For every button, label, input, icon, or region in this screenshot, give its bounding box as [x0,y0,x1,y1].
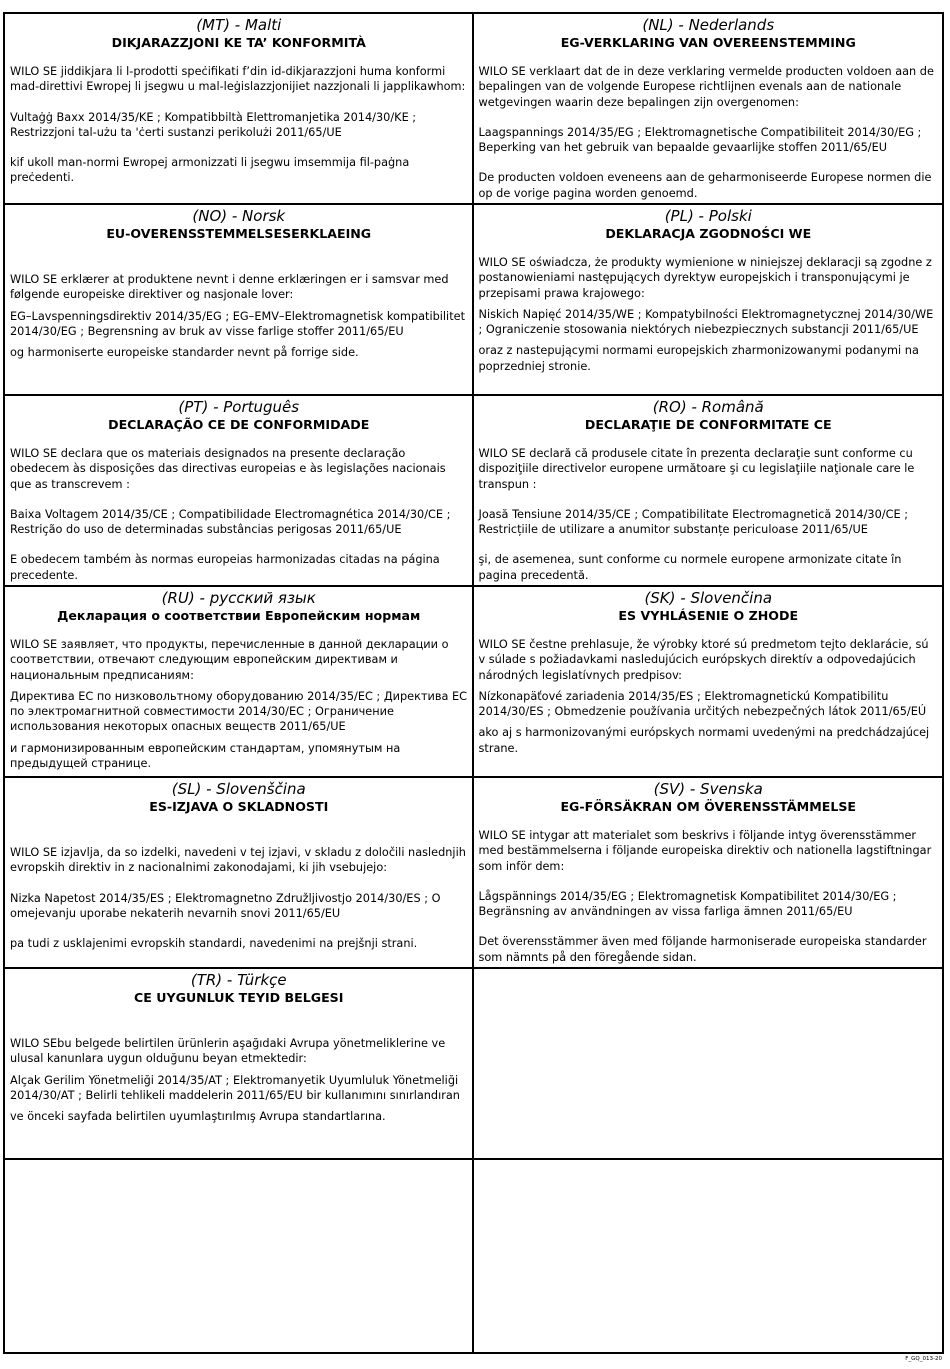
language-title: (PT) - Português [178,398,300,416]
declaration-heading: DIKJARAZZJONI KE TA’ KONFORMITÀ [111,35,366,50]
declaration-heading: EU-OVERENSSTEMMELSESERKLAEING [106,226,372,241]
standards-note: и гармонизированным европейским стандартам, упомянутым на предыдущей странице. [10,741,401,771]
directive-list: Niskich Napięć 2014/35/WE ; Kompatybilności Elektromagnetycznej 2014/30/WE ; Ograniczenie stosowania niektórych niebezpiecznych substancji 2011/65/UE [478,307,934,337]
standards-note: pa tudi z usklajenimi evropskih standardi, navedenimi na prejšnji strani. [10,937,418,951]
directive-list: Vultaġġ Baxx 2014/35/KE ; Kompatibbiltà Elettromanjetika 2014/30/KE ; Restrizzjoni tal-użu ta 'ċerti sustanzi perikolużi 2011/65/UE [10,110,417,139]
declaration-heading: EG-VERKLARING VAN OVEREENSTEMMING [560,35,856,50]
directive-list: Lågspännings 2014/35/EG ; Elektromagnetisk Kompatibilitet 2014/30/EG ; Begränsning av användningen av vissa farliga ämnen 2011/65/EU [478,889,897,919]
standards-note: og harmoniserte europeiske standarder nevnt på forrige side. [10,346,359,360]
declaration-intro: WILO SE čestne prehlasuje, že výrobky ktoré sú predmetom tejto deklarácie, sú v súlade s požiadavkami nasledujúcich európskych direktív a odpovedajúcich národných legislatívnych predpisov: [478,638,929,682]
directive-list: Nízkonapäťové zariadenia 2014/35/ES ; Elektromagnetickú Kompatibilitu 2014/30/ES ; Obmedzenie používania určitých nebezpečných látok 2011/65/EÚ [478,689,927,719]
declaration-intro: WILO SEbu belgede belirtilen ürünlerin aşağıdaki Avrupa yönetmeliklerine ve ulusal kanunlara uygun olduğunu beyan etmektedir: [10,1037,446,1066]
directive-list: Laagspannings 2014/35/EG ; Elektromagnetische Compatibiliteit 2014/30/EG ; Beperking van het gebruik van bepaalde gevaarlijke stoffen 2011/65/EU [478,125,922,155]
declaration-grid [3,12,944,1354]
section-sk [474,587,943,778]
section-pl [474,205,943,396]
directive-list: Директива ЕС по низковольтному оборудованию 2014/35/ЕС ; Директива ЕС по электромагнитной совместимости 2014/30/ЕС ; Ограничение использования некоторых опасных веществ 2011/65/UE [10,689,468,734]
form-code: F_GQ_013-20 [905,1356,942,1362]
empty-cell [474,969,943,1160]
section-pt [5,396,474,587]
section-no [5,205,474,396]
declaration-heading: CE UYGUNLUK TEYID BELGESI [134,990,344,1005]
standards-note: kif ukoll man-normi Ewropej armonizzati li jsegwu imsemmija fil-paġna preċedenti. [10,156,410,185]
standards-note: şi, de asemenea, sunt conforme cu normele europene armonizate citate în pagina precedentă. [478,553,902,582]
declaration-intro: WILO SE заявляет, что продукты, перечисленные в данной декларации о соответствии, отвечают следующим европейским директивам и национальным предписаниям: [10,638,449,682]
directive-list: Baixa Voltagem 2014/35/CE ; Compatibilidade Electromagnética 2014/30/CE ; Restrição do uso de determinadas substâncias perigosas 2011/65/UE [10,507,451,537]
standards-note: oraz z nastepującymi normami europejskich zharmonizowanymi podanymi na poprzedniej stronie. [478,344,919,373]
language-title: (SK) - Slovenčina [644,589,773,607]
directive-list: Joasă Tensiune 2014/35/CE ; Compatibilitate Electromagnetică 2014/30/CE ; Restricțiile de utilizare a anumitor substanțe periculoase 2011/65/UE [478,507,909,537]
declaration-heading: ES-IZJAVA O SKLADNOSTI [149,799,329,814]
section-sl [5,778,474,969]
language-title: (MT) - Malti [196,16,282,34]
section-ro [474,396,943,587]
language-title: (NL) - Nederlands [642,16,775,34]
declaration-intro: WILO SE oświadcza, że produkty wymienione w niniejszej deklaracji są zgodne z postanowieniami następujących dyrektyw europejskich i transponującymi je przepisami prawa krajowego: [478,256,932,300]
standards-note: De producten voldoen eveneens aan de geharmoniseerde Europese normen die op de vorige pagina worden genoemd. [478,171,932,200]
declaration-intro: WILO SE erklærer at produktene nevnt i denne erklæringen er i samsvar med følgende europeiske direktiver og nasjonale lover: [10,273,449,302]
directive-list: Alçak Gerilim Yönetmeliği 2014/35/AT ; Elektromanyetik Uyumluluk Yönetmeliği 2014/30/AT ; Belirli tehlikeli maddelerin 2011/65/EU bir kullanımını sınırlandıran [10,1073,460,1102]
section-sv [474,778,943,969]
language-title: (RO) - Română [652,398,764,416]
declaration-heading: DECLARAŢIE DE CONFORMITATE CE [584,417,832,432]
section-ru [5,587,474,778]
language-title: (SL) - Slovenščina [171,780,306,798]
directive-list: Nizka Napetost 2014/35/ES ; Elektromagnetno Združljivostjo 2014/30/ES ; O omejevanju uporabe nekaterih nevarnih snovi 2011/65/EU [10,891,441,920]
section-mt [5,14,474,205]
declaration-heading: DEKLARACJA ZGODNOŚCI WE [605,226,812,241]
standards-note: E obedecem também às normas europeias harmonizadas citadas na página precedente. [10,553,440,582]
declaration-intro: WILO SE intygar att materialet som beskrivs i följande intyg överensstämmer med bestämmelserna i följande europeiska direktiv och nationella lagstiftningar som inför dem: [478,829,932,873]
language-title: (TR) - Türkçe [190,971,287,989]
language-title: (SV) - Svenska [653,780,763,798]
standards-note: ako aj s harmonizovanými európskych normami uvedenými na predchádzajúcej strane. [478,726,930,755]
standards-note: ve önceki sayfada belirtilen uyumlaştırılmış Avrupa standartlarına. [10,1110,386,1124]
declaration-intro: WILO SE declara que os materiais designados na presente declaração obedecem às disposições das directivas europeias e às legislações nacionais que as transcrevem : [10,447,446,491]
declaration-intro: WILO SE izjavlja, da so izdelki, navedeni v tej izjavi, v skladu z določili naslednjih evropskih direktiv in z nacionalnimi zakonodajami, ki jih vsebujejo: [10,846,466,875]
language-title: (NO) - Norsk [192,207,286,225]
declaration-heading: ES VYHLÁSENIE O ZHODE [618,608,799,623]
declaration-intro: WILO SE verklaart dat de in deze verklaring vermelde producten voldoen aan de bepalingen van de volgende Europese richtlijnen evenals aan de nationale wetgevingen waarin deze bepalingen zijn overgenomen: [478,65,934,109]
declaration-heading: DECLARAÇÃO CE DE CONFORMIDADE [108,417,370,432]
directive-list: EG–Lavspenningsdirektiv 2014/35/EG ; EG–EMV–Elektromagnetisk kompatibilitet 2014/30/EG ; Begrensning av bruk av visse farlige stoffer 2011/65/EU [10,309,465,338]
empty-cell [474,1160,943,1352]
section-tr [5,969,474,1160]
declaration-heading: EG-FÖRSÄKRAN OM ÖVERENSSTÄMMELSE [560,799,857,814]
empty-cell [5,1160,474,1352]
declaration-intro: WILO SE jiddikjara li l-prodotti speċifikati f’din id-dikjarazzjoni huma konformi mad-direttivi Ewropej li jsegwu u mal-leġislazzjonijiet nazzjonali li japplikawhom: [10,65,466,94]
section-nl [474,14,943,205]
language-title: (RU) - русский язык [161,589,316,607]
language-title: (PL) - Polski [664,207,752,225]
standards-note: Det överensstämmer även med följande harmoniserade europeiska standarder som nämnts på den föregående sidan. [478,935,927,964]
declaration-intro: WILO SE declară că produsele citate în prezenta declaraţie sunt conforme cu dispoziţiile directivelor europene următoare şi cu legislaţiile naţionale care le transpun : [478,447,915,491]
declaration-heading: Декларация о соответствии Европейским нормам [57,608,421,623]
